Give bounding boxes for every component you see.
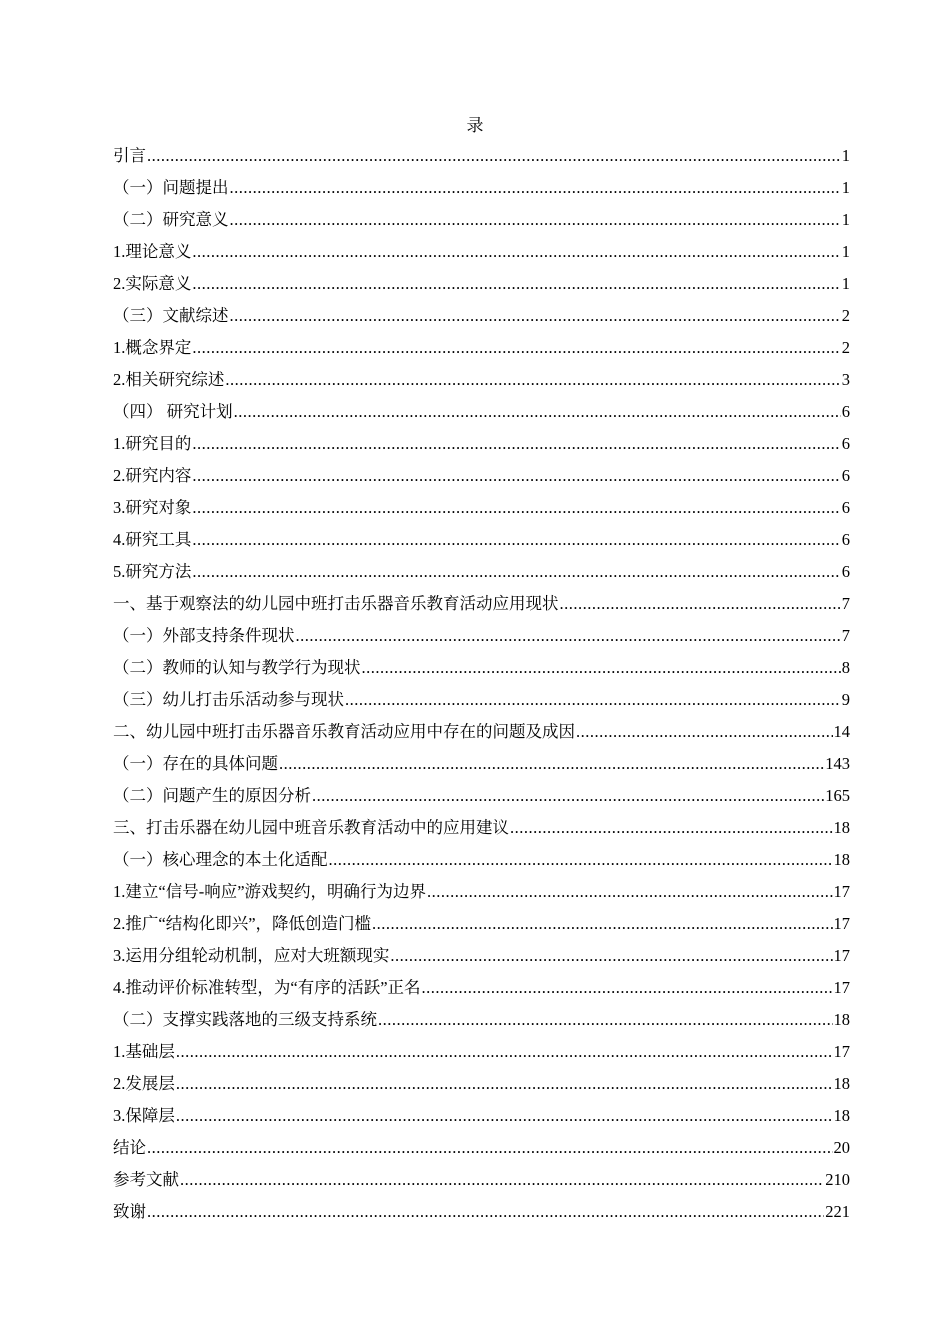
toc-entry[interactable] (113, 973, 850, 1005)
toc-entry-page-number: 6 (841, 402, 850, 421)
toc-entry-page-number: 18 (833, 1074, 850, 1093)
toc-list (113, 141, 850, 1229)
toc-entry-page-number: 6 (841, 466, 850, 485)
toc-entry-page-number: 17 (833, 978, 850, 997)
toc-dot-leader (192, 525, 840, 555)
toc-entry[interactable] (113, 589, 850, 621)
toc-entry-text: 三、打击乐器在幼儿园中班音乐教育活动中的应用建议 (113, 818, 509, 837)
toc-entry-text: 2.发展层 (113, 1074, 175, 1093)
toc-dot-leader (329, 845, 833, 875)
toc-entry-text: 致谢 (113, 1202, 146, 1221)
toc-entry[interactable] (113, 493, 850, 525)
toc-entry-page-number: 2 (841, 306, 850, 325)
toc-entry-page-number: 18 (833, 818, 850, 837)
toc-entry-text: （一）外部支持条件现状 (113, 626, 295, 645)
toc-entry-page-number: 3 (841, 370, 850, 389)
toc-dot-leader (192, 557, 840, 587)
toc-entry-text: （二）问题产生的原因分析 (113, 786, 311, 805)
toc-entry-text: （三）幼儿打击乐活动参与现状 (113, 690, 344, 709)
toc-entry-page-number: 14 (833, 722, 850, 741)
toc-entry-page-number: 17 (833, 946, 850, 965)
toc-entry-page-number: 17 (833, 882, 850, 901)
toc-entry[interactable] (113, 685, 850, 717)
toc-entry-text: 结论 (113, 1138, 146, 1157)
toc-dot-leader (147, 1197, 824, 1227)
toc-entry[interactable] (113, 877, 850, 909)
toc-dot-leader (147, 1133, 833, 1163)
toc-entry-page-number: 9 (841, 690, 850, 709)
toc-entry[interactable] (113, 1037, 850, 1069)
toc-entry-text: （一）问题提出 (113, 178, 229, 197)
toc-dot-leader (230, 205, 841, 235)
toc-entry-page-number: 1 (841, 274, 850, 293)
toc-title: 录 (466, 116, 484, 135)
toc-entry-text: 4.研究工具 (113, 530, 192, 549)
toc-entry[interactable] (113, 749, 850, 781)
toc-entry[interactable] (113, 301, 850, 333)
toc-dot-leader (192, 429, 840, 459)
toc-entry-page-number: 165 (825, 786, 850, 805)
toc-entry[interactable] (113, 653, 850, 685)
toc-entry-text: （三）文献综述 (113, 306, 229, 325)
toc-entry[interactable] (113, 397, 850, 429)
toc-dot-leader (230, 301, 841, 331)
toc-dot-leader (279, 749, 824, 779)
toc-dot-leader (345, 685, 841, 715)
toc-dot-leader (147, 141, 841, 171)
toc-entry-text: 4.推动评价标准转型，为“有序的活跃”正名 (113, 978, 421, 997)
toc-entry-page-number: 6 (841, 530, 850, 549)
toc-entry[interactable] (113, 525, 850, 557)
toc-entry[interactable] (113, 461, 850, 493)
toc-dot-leader (312, 781, 824, 811)
toc-dot-leader (176, 1101, 833, 1131)
toc-entry-text: （一）核心理念的本土化适配 (113, 850, 328, 869)
toc-entry-page-number: 17 (833, 914, 850, 933)
toc-entry-text: 一、基于观察法的幼儿园中班打击乐器音乐教育活动应用现状 (113, 594, 559, 613)
toc-dot-leader (230, 173, 841, 203)
toc-entry-page-number: 6 (841, 434, 850, 453)
toc-dot-leader (296, 621, 841, 651)
toc-dot-leader (176, 1037, 833, 1067)
toc-entry[interactable] (113, 429, 850, 461)
toc-dot-leader (192, 269, 840, 299)
toc-entry[interactable] (113, 141, 850, 173)
toc-entry-page-number: 6 (841, 498, 850, 517)
toc-entry[interactable] (113, 1197, 850, 1229)
toc-entry[interactable] (113, 813, 850, 845)
toc-entry[interactable] (113, 1005, 850, 1037)
toc-entry[interactable] (113, 941, 850, 973)
toc-entry[interactable] (113, 1165, 850, 1197)
toc-entry-page-number: 6 (841, 562, 850, 581)
toc-entry-page-number: 143 (825, 754, 850, 773)
toc-entry-text: 2.推广“结构化即兴”，降低创造门槛 (113, 914, 372, 933)
toc-entry-text: 2.实际意义 (113, 274, 192, 293)
toc-entry-page-number: 2 (841, 338, 850, 357)
toc-entry[interactable] (113, 1069, 850, 1101)
toc-dot-leader (427, 877, 832, 907)
toc-entry[interactable] (113, 237, 850, 269)
toc-entry[interactable] (113, 365, 850, 397)
toc-entry[interactable] (113, 557, 850, 589)
toc-entry[interactable] (113, 621, 850, 653)
toc-entry-page-number: 210 (825, 1170, 850, 1189)
toc-entry-page-number: 1 (841, 242, 850, 261)
toc-dot-leader (192, 461, 840, 491)
toc-dot-leader (192, 237, 840, 267)
toc-entry-page-number: 18 (833, 1010, 850, 1029)
toc-entry-page-number: 20 (833, 1138, 850, 1157)
toc-dot-leader (576, 717, 833, 747)
toc-entry-text: 引言 (113, 146, 146, 165)
toc-entry[interactable] (113, 173, 850, 205)
toc-entry[interactable] (113, 909, 850, 941)
toc-dot-leader (378, 1005, 833, 1035)
toc-entry-text: （二）教师的认知与教学行为现状 (113, 658, 361, 677)
toc-dot-leader (192, 333, 840, 363)
toc-entry-page-number: 18 (833, 1106, 850, 1125)
toc-entry-text: 2.研究内容 (113, 466, 192, 485)
toc-entry[interactable] (113, 717, 850, 749)
toc-entry-page-number: 7 (841, 626, 850, 645)
toc-entry[interactable] (113, 269, 850, 301)
toc-entry-text: 二、幼儿园中班打击乐器音乐教育活动应用中存在的问题及成因 (113, 722, 575, 741)
toc-entry-text: 1.理论意义 (113, 242, 192, 261)
toc-entry[interactable] (113, 333, 850, 365)
toc-dot-leader (225, 365, 840, 395)
toc-entry-text: 1.概念界定 (113, 338, 192, 357)
toc-entry-text: （四） 研究计划 (113, 402, 233, 421)
toc-entry-text: 3.运用分组轮动机制，应对大班额现实 (113, 946, 390, 965)
toc-entry-page-number: 18 (833, 850, 850, 869)
toc-dot-leader (192, 493, 840, 523)
toc-dot-leader (372, 909, 832, 939)
toc-entry-page-number: 17 (833, 1042, 850, 1061)
toc-dot-leader (234, 397, 841, 427)
toc-entry-page-number: 1 (841, 178, 850, 197)
toc-dot-leader (362, 653, 841, 683)
toc-entry-text: 参考文献 (113, 1170, 179, 1189)
toc-dot-leader (176, 1069, 833, 1099)
toc-dot-leader (390, 941, 832, 971)
toc-entry[interactable] (113, 1101, 850, 1133)
toc-entry-page-number: 8 (841, 658, 850, 677)
toc-entry-text: 3.研究对象 (113, 498, 192, 517)
toc-entry-text: （二）支撑实践落地的三级支持系统 (113, 1010, 377, 1029)
toc-entry-text: 1.建立“信号-响应”游戏契约，明确行为边界 (113, 882, 427, 901)
toc-entry-text: 1.基础层 (113, 1042, 175, 1061)
toc-entry-text: 2.相关研究综述 (113, 370, 225, 389)
toc-dot-leader (180, 1165, 824, 1195)
toc-entry-page-number: 1 (841, 210, 850, 229)
toc-entry[interactable] (113, 845, 850, 877)
toc-entry[interactable] (113, 1133, 850, 1165)
toc-entry-page-number: 221 (825, 1202, 850, 1221)
toc-entry-text: （一）存在的具体问题 (113, 754, 278, 773)
toc-entry-text: 1.研究目的 (113, 434, 192, 453)
toc-dot-leader (422, 973, 833, 1003)
toc-entry-text: （二）研究意义 (113, 210, 229, 229)
toc-dot-leader (510, 813, 833, 843)
toc-entry-text: 3.保障层 (113, 1106, 175, 1125)
toc-entry-page-number: 1 (841, 146, 850, 165)
toc-dot-leader (560, 589, 841, 619)
toc-entry-text: 5.研究方法 (113, 562, 192, 581)
toc-entry[interactable] (113, 781, 850, 813)
toc-entry-page-number: 7 (841, 594, 850, 613)
toc-entry[interactable] (113, 205, 850, 237)
